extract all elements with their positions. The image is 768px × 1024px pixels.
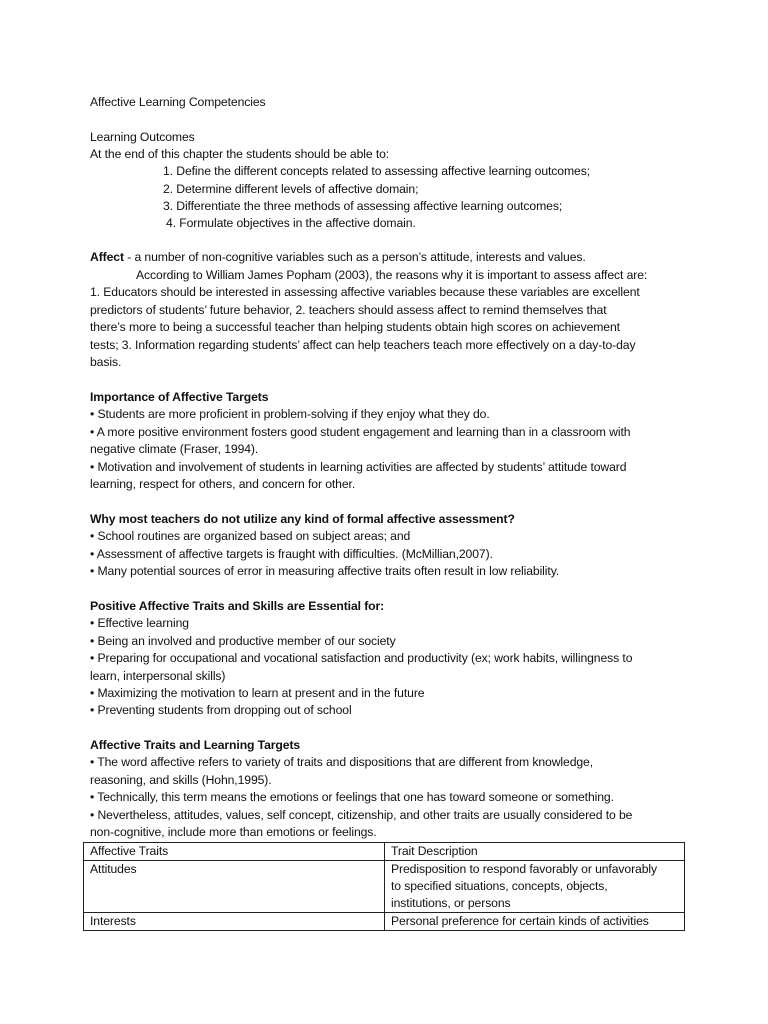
traits-line: • The word affective refers to variety of traits and dispositions that are different from knowledge,: [90, 755, 594, 769]
affect-definition-text: - a number of non-cognitive variables such as a person’s attitude, interests and values.: [123, 250, 586, 264]
trait-name-cell: Attitudes: [84, 861, 385, 913]
affect-term: Affect: [90, 250, 124, 264]
positive-line: • Preventing students from dropping out of school: [90, 703, 352, 717]
importance-line: • Motivation and involvement of students in learning activities are affected by students’ attitude toward: [90, 460, 627, 474]
traits-heading: Affective Traits and Learning Targets: [90, 738, 301, 752]
importance-line: negative climate (Fraser, 1994).: [90, 442, 259, 456]
affect-line: 1. Educators should be interested in assessing affective variables because these variables are excellent: [90, 285, 640, 299]
trait-description-cell: [385, 861, 685, 913]
importance-line: • Students are more proficient in problem-solving if they enjoy what they do.: [90, 407, 490, 421]
affect-line: predictors of students’ future behavior, 2. teachers should assess affect to remind themselves that: [90, 303, 607, 317]
why-line: • Assessment of affective targets is fraught with difficulties. (McMillian,2007).: [90, 547, 493, 561]
traits-line: non-cognitive, include more than emotions or feelings.: [90, 825, 377, 839]
affect-line: basis.: [90, 355, 122, 369]
document-title: Affective Learning Competencies: [90, 95, 266, 109]
affect-definition: [90, 249, 586, 266]
traits-line: • Technically, this term means the emotions or feelings that one has toward someone or something.: [90, 790, 614, 804]
trait-description-line: Predisposition to respond favorably or unfavorably: [391, 862, 657, 876]
affect-line: According to William James Popham (2003), the reasons why it is important to assess affect are:: [136, 268, 648, 282]
outcomes-intro: At the end of this chapter the students should be able to:: [90, 147, 390, 161]
outcome-item: 4. Formulate objectives in the affective domain.: [166, 216, 416, 230]
trait-description-line: Personal preference for certain kinds of activities: [391, 914, 649, 928]
outcomes-heading: Learning Outcomes: [90, 130, 195, 144]
affect-line: tests; 3. Information regarding students’ affect can help teachers teach more effectively on a day-to-day: [90, 338, 636, 352]
positive-line: learn, interpersonal skills): [90, 669, 226, 683]
positive-line: • Maximizing the motivation to learn at present and in the future: [90, 686, 425, 700]
why-heading: Why most teachers do not utilize any kind of formal affective assessment?: [90, 512, 515, 526]
table-header-cell: Affective Traits: [84, 843, 385, 861]
traits-line: reasoning, and skills (Hohn,1995).: [90, 773, 272, 787]
positive-line: • Being an involved and productive member of our society: [90, 634, 396, 648]
table-row: [84, 913, 685, 931]
table-header-cell: Trait Description: [385, 843, 685, 861]
positive-line: • Preparing for occupational and vocational satisfaction and productivity (ex; work habits, willingness to: [90, 651, 633, 665]
outcome-item: 1. Define the different concepts related to assessing affective learning outcomes;: [163, 164, 590, 178]
affect-line: there’s more to being a successful teacher than helping students obtain high scores on achievement: [90, 320, 620, 334]
why-line: • School routines are organized based on subject areas; and: [90, 529, 411, 543]
outcome-item: 3. Differentiate the three methods of assessing affective learning outcomes;: [163, 199, 563, 213]
positive-heading: Positive Affective Traits and Skills are Essential for:: [90, 599, 385, 613]
importance-line: learning, respect for others, and concern for other.: [90, 477, 356, 491]
trait-description-cell: [385, 913, 685, 931]
outcome-item: 2. Determine different levels of affective domain;: [163, 182, 419, 196]
importance-heading: Importance of Affective Targets: [90, 390, 269, 404]
affective-traits-table: [83, 842, 685, 931]
trait-name-cell: Interests: [84, 913, 385, 931]
why-line: • Many potential sources of error in measuring affective traits often result in low reliability.: [90, 564, 560, 578]
traits-line: • Nevertheless, attitudes, values, self concept, citizenship, and other traits are usually considered to be: [90, 808, 633, 822]
importance-line: • A more positive environment fosters good student engagement and learning than in a classroom with: [90, 425, 631, 439]
trait-description-line: to specified situations, concepts, objects,: [391, 879, 608, 893]
table-row: [84, 861, 685, 913]
table-header-row: [84, 843, 685, 861]
positive-line: • Effective learning: [90, 616, 189, 630]
trait-description-line: institutions, or persons: [391, 896, 511, 910]
